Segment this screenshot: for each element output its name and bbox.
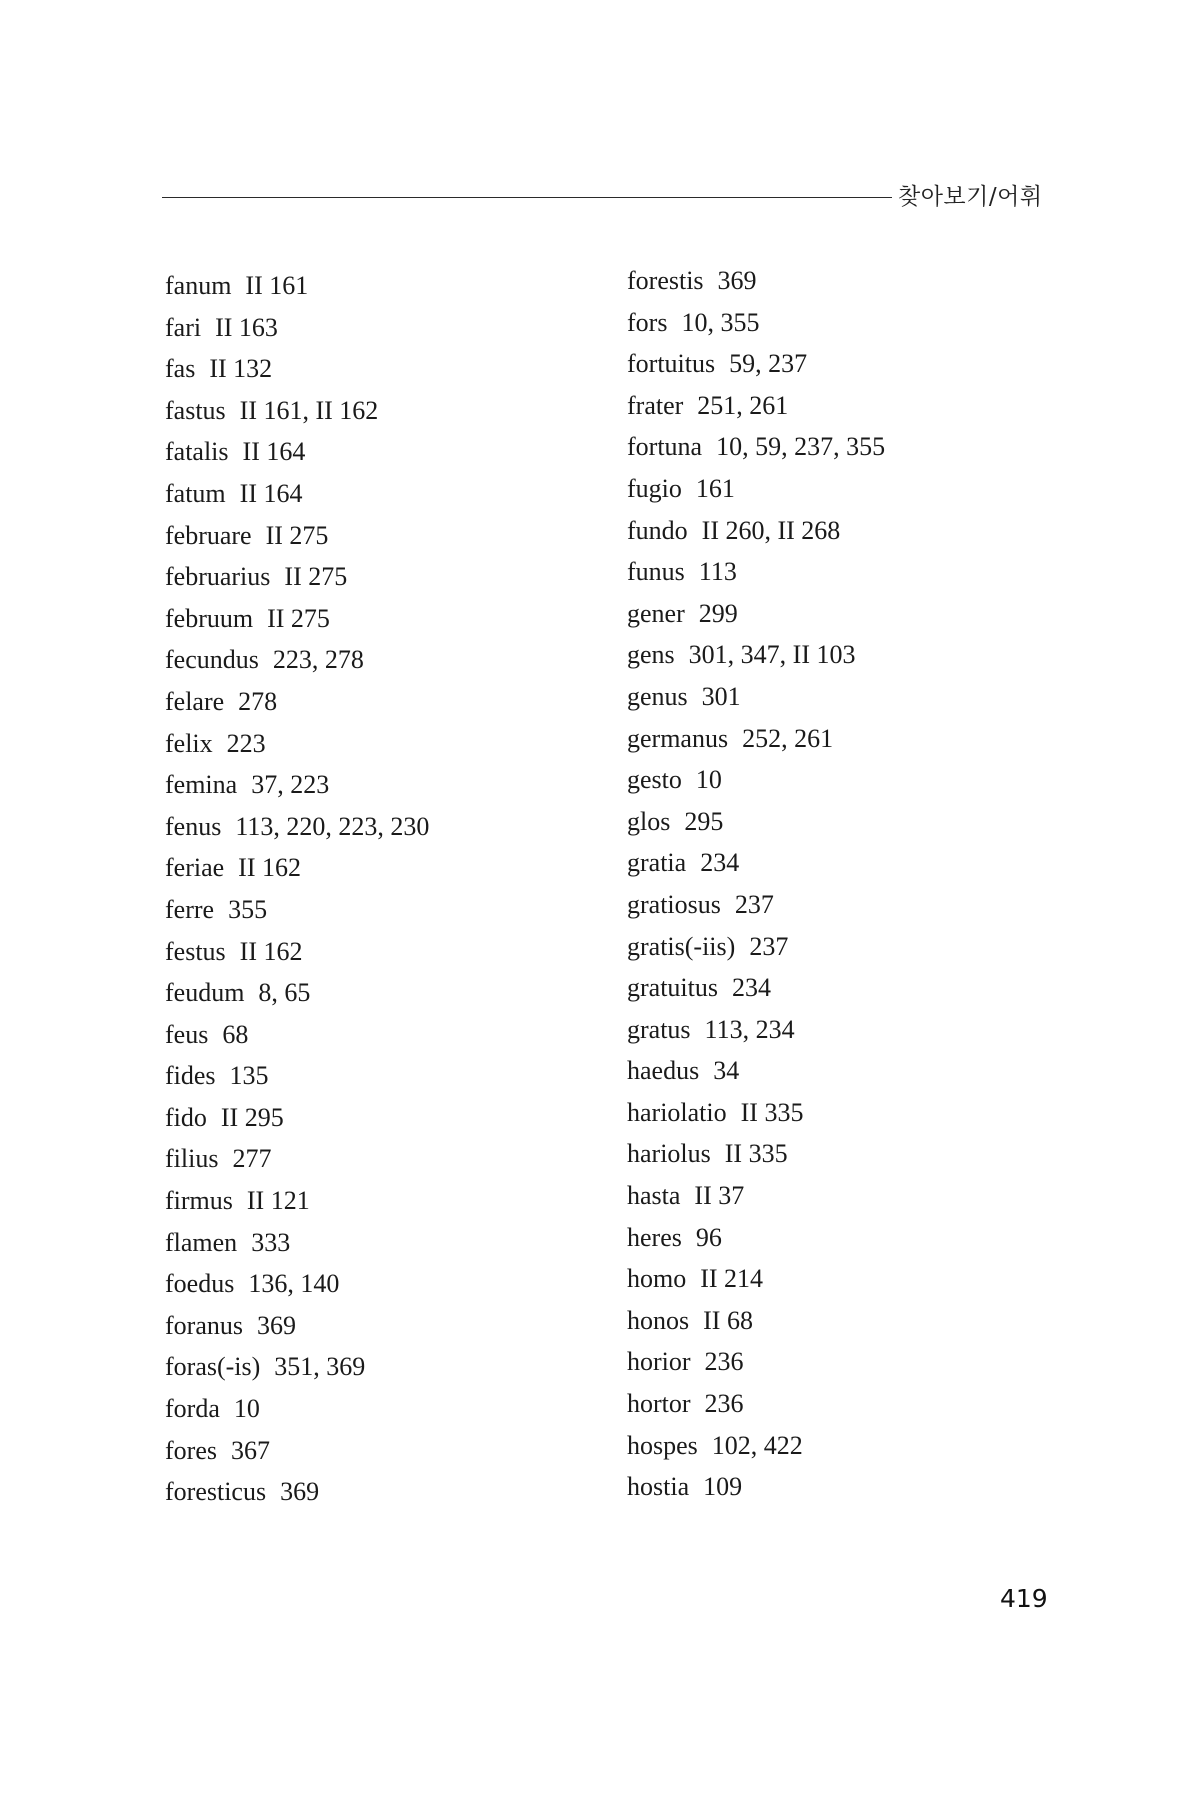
index-entry <box>165 556 429 598</box>
index-term: homo <box>627 1264 687 1294</box>
index-entry <box>165 1471 429 1513</box>
index-term: gratus <box>627 1014 691 1044</box>
index-entry <box>165 639 429 681</box>
index-term: fatum <box>165 478 226 508</box>
index-page-refs: II 68 <box>703 1305 753 1335</box>
index-page-refs: 237 <box>749 931 789 961</box>
index-entry <box>627 385 885 427</box>
index-entry <box>627 676 885 718</box>
index-term: fanum <box>165 271 232 300</box>
index-page-refs: II 335 <box>740 1097 804 1127</box>
index-term: fors <box>627 307 668 337</box>
index-page-refs: 369 <box>280 1477 320 1507</box>
index-entry <box>165 972 429 1014</box>
index-entry <box>165 390 429 432</box>
index-page-refs: II 260, II 268 <box>701 515 841 545</box>
index-entry <box>627 926 885 968</box>
index-entry <box>165 1055 429 1097</box>
index-entry <box>627 634 885 676</box>
index-entry <box>165 1014 429 1056</box>
index-entry <box>627 1217 885 1259</box>
index-term: februare <box>165 520 252 550</box>
index-term: ferre <box>165 894 215 924</box>
index-entry <box>627 1466 885 1508</box>
index-term: funus <box>627 557 685 587</box>
index-term: forda <box>165 1394 220 1424</box>
index-page-refs: 161 <box>695 473 735 503</box>
index-term: fortuitus <box>627 349 716 379</box>
index-page-refs: II 163 <box>215 312 278 342</box>
index-term: heres <box>627 1222 682 1252</box>
index-term: februum <box>165 603 254 633</box>
index-entry <box>627 1009 885 1051</box>
index-page-refs: 237 <box>734 889 774 919</box>
index-entry <box>165 723 429 765</box>
index-entry <box>165 307 429 349</box>
index-column-right <box>627 260 885 1508</box>
index-term: germanus <box>627 723 729 753</box>
index-entry <box>627 510 885 552</box>
index-page-refs: 10, 59, 237, 355 <box>716 432 886 462</box>
index-term: feudum <box>165 978 245 1008</box>
index-entry <box>165 1180 429 1222</box>
index-term: fugio <box>627 473 682 503</box>
index-term: femina <box>165 770 238 800</box>
index-page-refs: II 275 <box>267 603 330 633</box>
index-page-refs: II 162 <box>238 853 301 883</box>
index-page-refs: 10 <box>233 1394 260 1424</box>
index-page-refs: 369 <box>256 1310 296 1340</box>
index-page-refs: 301, 347, II 103 <box>688 640 856 670</box>
index-term: fundo <box>627 515 688 545</box>
index-entry <box>627 842 885 884</box>
index-term: fecundus <box>165 645 259 675</box>
index-entry <box>627 260 885 302</box>
index-term: felix <box>165 728 213 758</box>
index-page-refs: 234 <box>732 973 771 1003</box>
index-page-refs: II 335 <box>724 1139 788 1169</box>
index-term: honos <box>627 1305 690 1335</box>
index-page-refs: II 162 <box>239 936 303 966</box>
index-entry <box>165 931 429 973</box>
index-entry <box>627 1341 885 1383</box>
index-entry <box>165 889 429 931</box>
index-term: firmus <box>165 1186 233 1216</box>
index-entry <box>627 1258 885 1300</box>
index-term: feus <box>165 1019 209 1049</box>
index-term: foras(-is) <box>165 1352 261 1382</box>
index-page-refs: 109 <box>703 1472 743 1502</box>
index-term: fastus <box>165 395 226 425</box>
index-page-refs: II 121 <box>246 1186 310 1216</box>
index-term: felare <box>165 686 225 716</box>
index-page-refs: 234 <box>700 848 740 878</box>
index-term: hortor <box>627 1389 691 1419</box>
index-term: fido <box>165 1102 207 1132</box>
index-page-refs: 223 <box>226 728 266 758</box>
index-entry <box>165 1305 429 1347</box>
header-rule <box>162 197 892 198</box>
index-entry <box>165 1388 429 1430</box>
index-term: foranus <box>165 1310 243 1340</box>
index-page-refs: 59, 237 <box>729 349 808 379</box>
index-entry <box>627 1133 885 1175</box>
index-term: frater <box>627 390 684 420</box>
index-term: foresticus <box>165 1477 267 1507</box>
index-page-refs: 333 <box>251 1227 291 1257</box>
index-page-refs: II 214 <box>700 1264 764 1294</box>
index-page-refs: 113 <box>698 557 737 587</box>
index-page-refs: 369 <box>717 266 757 295</box>
index-entry <box>627 718 885 760</box>
index-entry <box>165 681 429 723</box>
index-term: gener <box>627 598 685 628</box>
index-entry <box>165 847 429 889</box>
index-entry <box>165 1263 429 1305</box>
index-entry <box>627 884 885 926</box>
index-page-refs: 278 <box>238 686 278 716</box>
index-page-refs: 277 <box>232 1144 272 1174</box>
index-page-refs: II 275 <box>284 562 348 592</box>
index-page-refs: 351, 369 <box>274 1352 366 1382</box>
index-term: fas <box>165 354 196 384</box>
index-entry <box>627 1175 885 1217</box>
index-entry <box>165 1097 429 1139</box>
index-page-refs: 299 <box>698 598 738 628</box>
index-entry <box>627 967 885 1009</box>
index-term: hariolatio <box>627 1097 727 1127</box>
index-term: gratuitus <box>627 973 718 1003</box>
index-term: hospes <box>627 1430 698 1460</box>
index-entry <box>627 343 885 385</box>
index-page-refs: 96 <box>695 1222 722 1252</box>
index-page-refs: 236 <box>704 1347 744 1377</box>
index-term: flamen <box>165 1227 238 1257</box>
index-page-refs: 236 <box>704 1389 744 1419</box>
index-term: gesto <box>627 765 682 795</box>
index-entry <box>627 426 885 468</box>
index-entry <box>165 1222 429 1264</box>
index-term: gratia <box>627 848 687 878</box>
index-entry <box>165 431 429 473</box>
index-entry <box>627 302 885 344</box>
index-entry <box>165 473 429 515</box>
index-entry <box>165 764 429 806</box>
index-term: hostia <box>627 1472 690 1502</box>
index-term: glos <box>627 806 671 836</box>
index-term: horior <box>627 1347 691 1377</box>
index-page-refs: 367 <box>230 1435 270 1465</box>
index-term: februarius <box>165 562 271 592</box>
index-page-refs: II 275 <box>265 520 329 550</box>
index-page-refs: II 164 <box>242 437 306 467</box>
index-page-refs: 251, 261 <box>697 390 789 420</box>
index-page-refs: II 37 <box>694 1181 745 1211</box>
index-entry <box>627 1092 885 1134</box>
index-entry <box>165 348 429 390</box>
index-page-refs: 34 <box>713 1056 740 1086</box>
index-entry <box>627 801 885 843</box>
index-page-refs: 113, 220, 223, 230 <box>235 811 430 841</box>
index-page-refs: 136, 140 <box>248 1269 340 1299</box>
index-entry <box>165 515 429 557</box>
index-entry <box>165 806 429 848</box>
index-term: gratis(-iis) <box>627 931 736 961</box>
index-term: gratiosus <box>627 889 721 919</box>
index-entry <box>165 1138 429 1180</box>
index-page-refs: 135 <box>229 1061 269 1091</box>
index-page-refs: II 161 <box>245 271 309 300</box>
index-term: fari <box>165 312 202 342</box>
index-term: fides <box>165 1061 216 1091</box>
page-number: 419 <box>1000 1584 1048 1613</box>
index-page-refs: 10 <box>695 765 722 795</box>
index-entry <box>627 1050 885 1092</box>
index-page-refs: 295 <box>684 806 724 836</box>
index-page-refs: 301 <box>701 681 741 711</box>
index-entry <box>165 1430 429 1472</box>
index-page-refs: 113, 234 <box>704 1014 795 1044</box>
index-term: genus <box>627 681 688 711</box>
index-page-refs: II 164 <box>239 478 303 508</box>
index-page-refs: II 295 <box>220 1102 284 1132</box>
index-page-refs: 10, 355 <box>681 307 760 337</box>
index-entry <box>627 1300 885 1342</box>
index-page-refs: II 132 <box>209 354 273 384</box>
index-term: forestis <box>627 266 704 295</box>
index-entry <box>627 759 885 801</box>
index-term: haedus <box>627 1056 700 1086</box>
index-term: fatalis <box>165 437 229 467</box>
index-term: fortuna <box>627 432 703 462</box>
index-page-refs: II 161, II 162 <box>239 395 379 425</box>
index-term: fenus <box>165 811 222 841</box>
index-entry <box>165 1346 429 1388</box>
index-entry <box>627 1383 885 1425</box>
index-entry <box>165 598 429 640</box>
index-term: fores <box>165 1435 217 1465</box>
index-term: filius <box>165 1144 219 1174</box>
index-term: feriae <box>165 853 225 883</box>
index-page-refs: 37, 223 <box>251 770 330 800</box>
index-page-refs: 68 <box>222 1019 249 1049</box>
index-term: foedus <box>165 1269 235 1299</box>
index-page-refs: 223, 278 <box>272 645 364 675</box>
index-entry <box>627 1425 885 1467</box>
index-page-refs: 252, 261 <box>742 723 834 753</box>
index-term: festus <box>165 936 226 966</box>
index-entry <box>627 593 885 635</box>
index-term: hasta <box>627 1181 681 1211</box>
index-entry <box>165 265 429 307</box>
index-term: gens <box>627 640 675 670</box>
index-column-left <box>165 265 429 1513</box>
running-header: 찾아보기/어휘 <box>898 184 1043 210</box>
index-entry <box>627 468 885 510</box>
index-entry <box>627 551 885 593</box>
index-page-refs: 8, 65 <box>258 978 311 1008</box>
index-page-refs: 355 <box>228 894 268 924</box>
index-term: hariolus <box>627 1139 711 1169</box>
index-page-refs: 102, 422 <box>711 1430 803 1460</box>
